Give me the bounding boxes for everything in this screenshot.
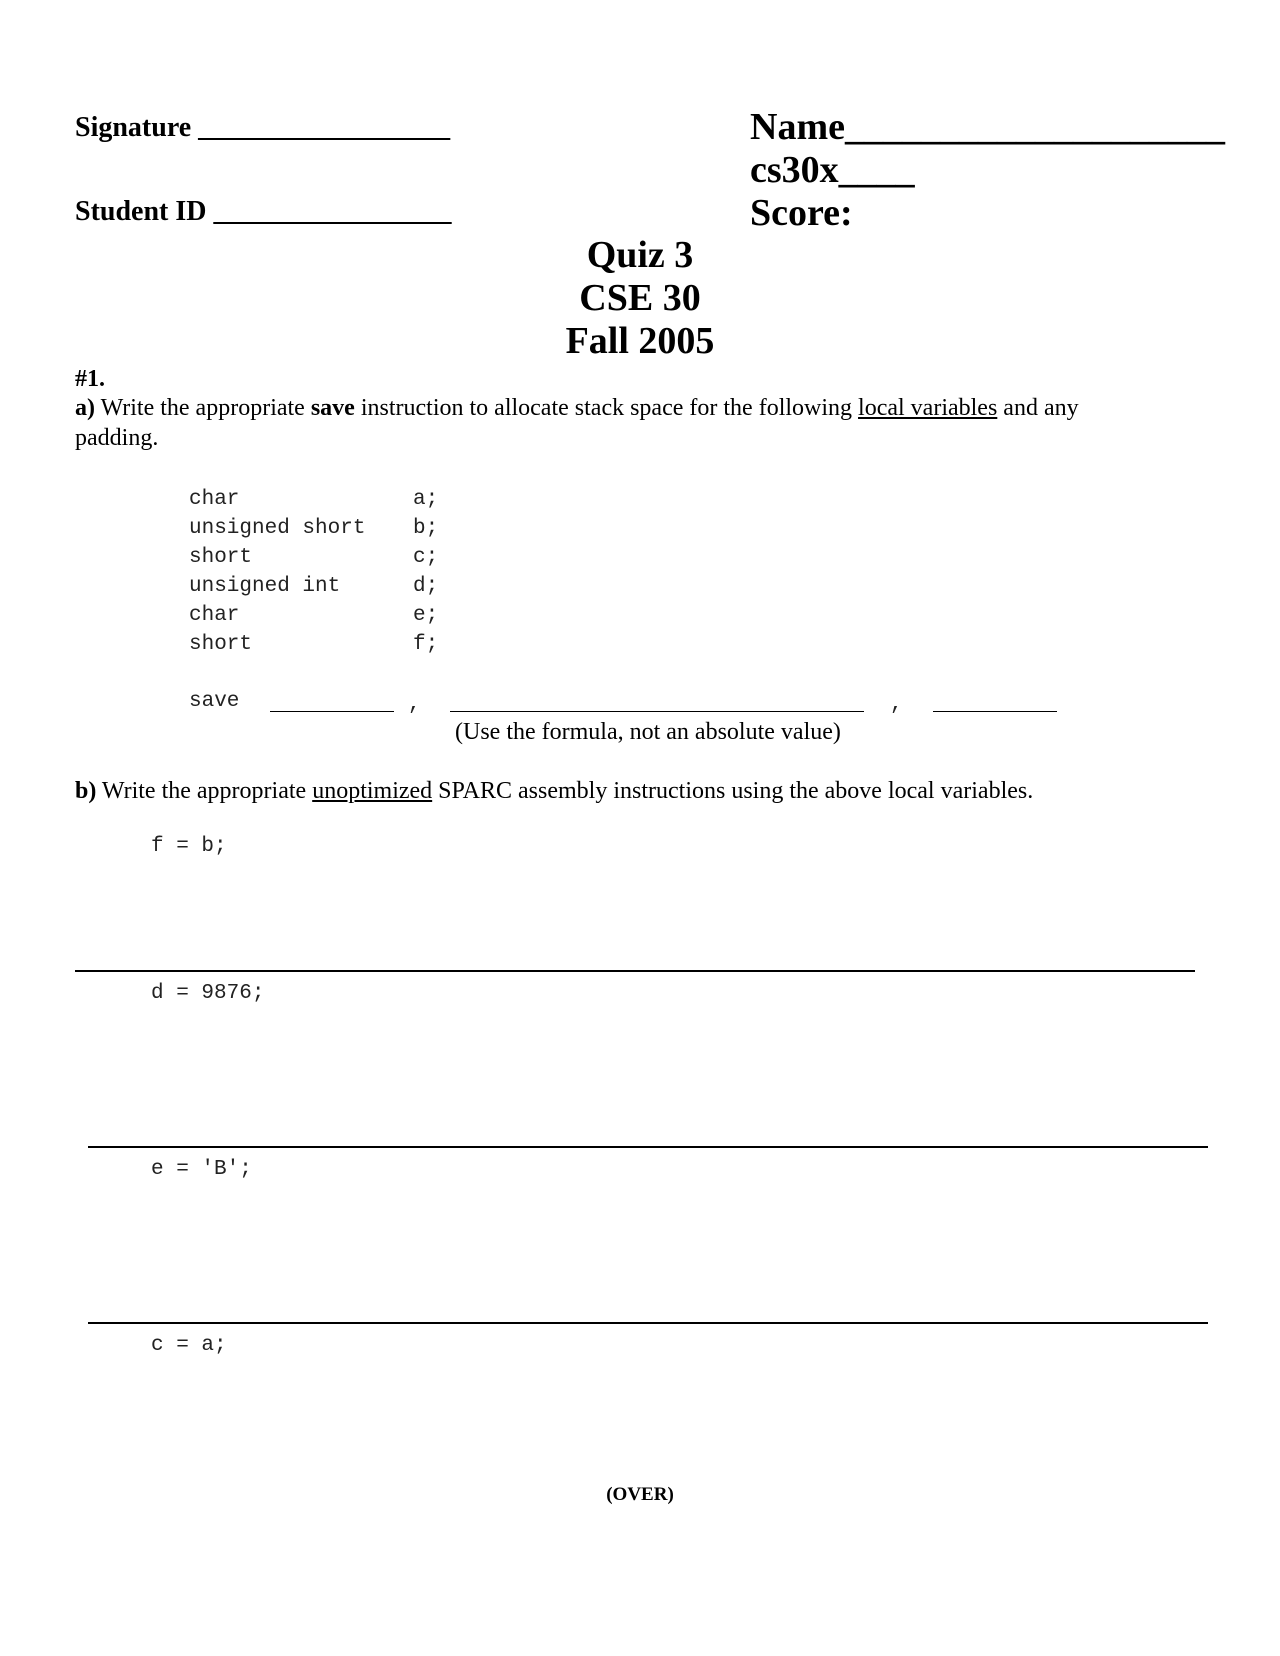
signature-blank: __________________ bbox=[198, 112, 451, 143]
section-label: cs30x bbox=[750, 149, 839, 191]
part-b-prompt bbox=[75, 776, 1033, 806]
part-a-prompt bbox=[75, 393, 1079, 423]
declaration-type: unsigned short bbox=[189, 517, 366, 540]
part-a-text-after: and any bbox=[997, 395, 1079, 421]
answer-divider-2 bbox=[88, 1146, 1208, 1148]
part-b-text-after: SPARC assembly instructions using the above local variables. bbox=[432, 778, 1034, 804]
statement-4: c = a; bbox=[151, 1334, 227, 1357]
save-comma-1: , bbox=[408, 693, 421, 716]
save-blank-3[interactable] bbox=[933, 711, 1057, 712]
part-a-text-middle: instruction to allocate stack space for the following bbox=[354, 395, 859, 421]
declaration-type: char bbox=[189, 488, 240, 511]
declaration-row bbox=[189, 601, 438, 630]
declaration-name: e; bbox=[413, 604, 439, 627]
score-label: Score: bbox=[750, 192, 853, 234]
answer-divider-1 bbox=[75, 970, 1195, 972]
part-b-letter: b) bbox=[75, 778, 97, 804]
student-id-field bbox=[75, 196, 451, 228]
declarations-block bbox=[189, 485, 438, 659]
section-blank: ____ bbox=[838, 149, 915, 191]
term-title: Fall 2005 bbox=[565, 320, 715, 362]
part-a-underlined: local variables bbox=[858, 395, 998, 421]
student-id-label: Student ID bbox=[75, 196, 207, 227]
save-keyword: save bbox=[189, 690, 240, 713]
part-a-keyword: save bbox=[310, 395, 355, 421]
part-b-underlined: unoptimized bbox=[312, 778, 433, 804]
statement-1: f = b; bbox=[151, 835, 227, 858]
signature-field bbox=[75, 112, 450, 144]
declaration-name: d; bbox=[413, 575, 439, 598]
declaration-row bbox=[189, 572, 438, 601]
part-a-text-before: Write the appropriate bbox=[95, 395, 311, 421]
declaration-type: short bbox=[189, 546, 253, 569]
part-a-letter: a) bbox=[75, 395, 95, 421]
declaration-row bbox=[189, 543, 438, 572]
declaration-name: c; bbox=[413, 546, 439, 569]
statement-3: e = 'B'; bbox=[151, 1158, 252, 1181]
declaration-name: b; bbox=[413, 517, 439, 540]
save-comma-2: , bbox=[890, 693, 903, 716]
signature-label: Signature bbox=[75, 112, 192, 143]
student-id-blank: _________________ bbox=[213, 196, 452, 227]
name-blank: ____________________ bbox=[844, 106, 1225, 148]
save-blank-1[interactable] bbox=[270, 711, 394, 712]
part-a-text-line2: padding. bbox=[75, 425, 159, 451]
declaration-row bbox=[189, 630, 438, 659]
declaration-type: short bbox=[189, 633, 253, 656]
name-field bbox=[750, 106, 1225, 148]
declaration-type: char bbox=[189, 604, 240, 627]
save-blank-2[interactable] bbox=[450, 711, 864, 712]
save-hint: (Use the formula, not an absolute value) bbox=[455, 719, 841, 745]
statement-2: d = 9876; bbox=[151, 982, 265, 1005]
declaration-row bbox=[189, 514, 438, 543]
declaration-type: unsigned int bbox=[189, 575, 341, 598]
course-title: CSE 30 bbox=[579, 277, 701, 319]
declaration-name: f; bbox=[413, 633, 439, 656]
quiz-title: Quiz 3 bbox=[586, 234, 694, 276]
name-label: Name bbox=[750, 106, 845, 148]
over-indicator: (OVER) bbox=[606, 1484, 674, 1505]
section-field bbox=[750, 149, 915, 191]
answer-divider-3 bbox=[88, 1322, 1208, 1324]
declaration-name: a; bbox=[413, 488, 439, 511]
part-b-text-before: Write the appropriate bbox=[96, 778, 313, 804]
declaration-row bbox=[189, 485, 438, 514]
question-number: #1. bbox=[75, 366, 105, 392]
